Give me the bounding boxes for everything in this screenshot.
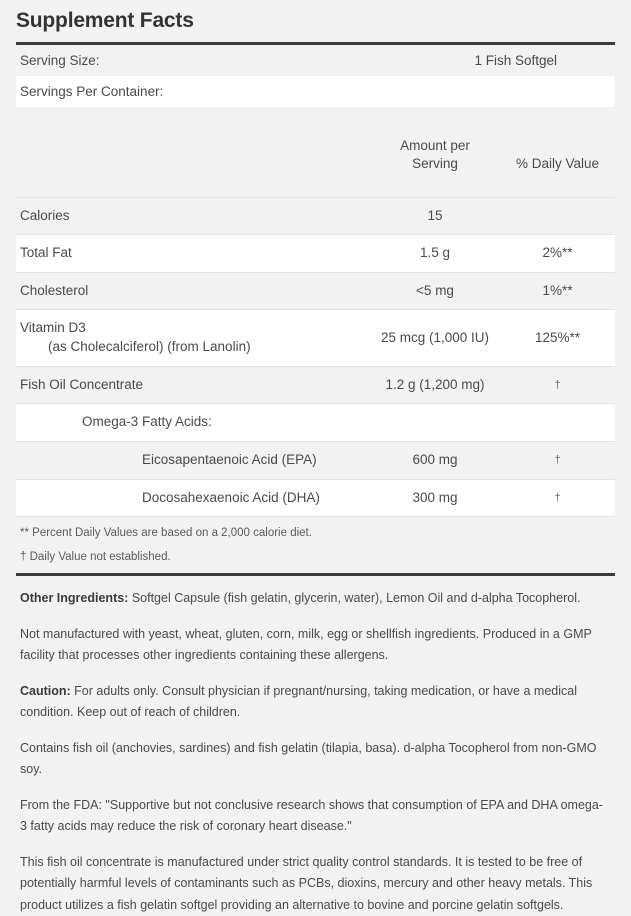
nutrient-name: Cholesterol <box>20 282 89 298</box>
serving-info-table <box>16 45 615 107</box>
body-paragraph <box>20 795 615 838</box>
nutrient-name: Fish Oil Concentrate <box>20 376 144 392</box>
footnote-text: ** Percent Daily Values are based on a 2,000 calorie diet. <box>20 527 312 540</box>
dagger-icon: † <box>554 491 561 504</box>
nutrient-daily-value <box>500 366 615 404</box>
nutrient-amount: 25 mcg (1,000 IU) <box>370 310 500 366</box>
spacer-above-columns <box>16 107 615 137</box>
nutrition-table-body <box>16 197 615 517</box>
footnote-text: † Daily Value not established. <box>20 551 171 564</box>
header-divider-row <box>16 179 615 198</box>
table-row <box>16 235 615 273</box>
paragraph-text: Contains fish oil (anchovies, sardines) and fish gelatin (tilapia, basa). d-alpha Tocopherol from non-GMO soy. <box>20 740 597 777</box>
paragraph-text: From the FDA: "Supportive but not conclusive research shows that consumption of EPA and DHA omega-3 fatty acids may reduce the risk of coronary heart disease." <box>20 797 603 834</box>
header-divider-cell <box>500 179 615 198</box>
body-paragraph <box>20 681 615 724</box>
table-row <box>16 366 615 404</box>
nutrient-name: Calories <box>20 207 70 223</box>
table-row <box>16 441 615 479</box>
nutrient-name: Eicosapentaenoic Acid (EPA) <box>142 451 317 467</box>
column-header-daily-value: % Daily Value <box>515 156 600 172</box>
nutrient-daily-value <box>500 479 615 517</box>
nutrient-amount: 300 mg <box>370 479 500 517</box>
table-row <box>16 404 615 442</box>
nutrient-name-cell <box>16 310 370 366</box>
paragraph-text: Softgel Capsule (fish gelatin, glycerin, water), Lemon Oil and d-alpha Tocopherol. <box>128 591 581 606</box>
body-paragraph <box>20 588 615 610</box>
paragraph-lead: Other Ingredients: <box>20 591 129 606</box>
serving-info-label: Servings Per Container: <box>16 76 316 107</box>
header-divider-cell <box>370 179 500 198</box>
table-row <box>16 310 615 366</box>
serving-info-row <box>16 76 615 107</box>
column-header-amount-line1: Amount per <box>400 138 470 154</box>
nutrient-name: Vitamin D3 <box>20 320 86 336</box>
column-header-amount <box>370 137 500 178</box>
nutrient-name-cell <box>16 441 370 479</box>
serving-info-body <box>16 45 615 107</box>
nutrient-amount: 1.2 g (1,200 mg) <box>370 366 500 404</box>
nutrient-name-cell <box>16 366 370 404</box>
serving-info-label: Serving Size: <box>20 53 100 69</box>
nutrient-name: Omega-3 Fatty Acids: <box>82 414 212 430</box>
column-header-row <box>16 137 615 178</box>
nutrient-subname: (as Cholecalciferol) (from Lanolin) <box>48 339 251 355</box>
serving-info-value: 1 Fish Softgel <box>474 53 557 69</box>
table-row <box>16 479 615 517</box>
header-divider-cell <box>16 179 370 198</box>
body-paragraph <box>20 624 615 667</box>
body-paragraph <box>20 852 615 916</box>
column-header-amount-line2: Serving <box>412 156 458 172</box>
nutrient-name: Total Fat <box>20 245 72 261</box>
nutrient-name-cell <box>16 197 370 235</box>
dagger-icon: † <box>554 378 561 391</box>
body-paragraph <box>20 738 615 781</box>
footnotes <box>16 517 615 571</box>
nutrient-name-cell <box>16 235 370 273</box>
nutrient-daily-value: 125%** <box>500 310 615 366</box>
dagger-icon: † <box>554 453 561 466</box>
paragraph-text: For adults only. Consult physician if pregnant/nursing, taking medication, or have a medical condition. Keep out of reach of children. <box>20 683 577 720</box>
nutrition-table-head <box>16 137 615 197</box>
nutrient-daily-value: 2%** <box>500 235 615 273</box>
nutrient-daily-value <box>500 404 615 442</box>
nutrient-daily-value <box>500 441 615 479</box>
nutrient-name-cell <box>16 272 370 310</box>
nutrient-name-cell <box>16 404 370 442</box>
nutrient-name: Docosahexaenoic Acid (DHA) <box>142 489 320 505</box>
paragraph-lead: Caution: <box>20 683 71 698</box>
nutrient-amount: 1.5 g <box>370 235 500 273</box>
table-row <box>16 272 615 310</box>
nutrient-name-cell <box>16 479 370 517</box>
body-copy <box>16 576 615 916</box>
serving-info-value <box>316 76 616 107</box>
nutrient-amount: 600 mg <box>370 441 500 479</box>
nutrition-table <box>16 137 615 517</box>
paragraph-text: This fish oil concentrate is manufactured under strict quality control standards. It is tested to be free of potentially harmful levels of contaminants such as PCBs, dioxins, mercury and other heavy metals. This product utilizes a fish gelatin softgel providing an alternative to bovine and porcine gelatin softgels. <box>20 854 593 912</box>
nutrient-amount: <5 mg <box>370 272 500 310</box>
nutrient-daily-value: 1%** <box>500 272 615 310</box>
nutrient-amount <box>370 404 500 442</box>
nutrient-daily-value <box>500 197 615 235</box>
table-row <box>16 197 615 235</box>
column-header-name <box>16 137 370 178</box>
paragraph-text: Not manufactured with yeast, wheat, gluten, corn, milk, egg or shellfish ingredients. Produced in a GMP facility that processes other ingredients containing these allergens. <box>20 626 592 663</box>
page-title: Supplement Facts <box>16 9 194 32</box>
nutrient-amount: 15 <box>370 197 500 235</box>
serving-info-row <box>16 45 615 76</box>
